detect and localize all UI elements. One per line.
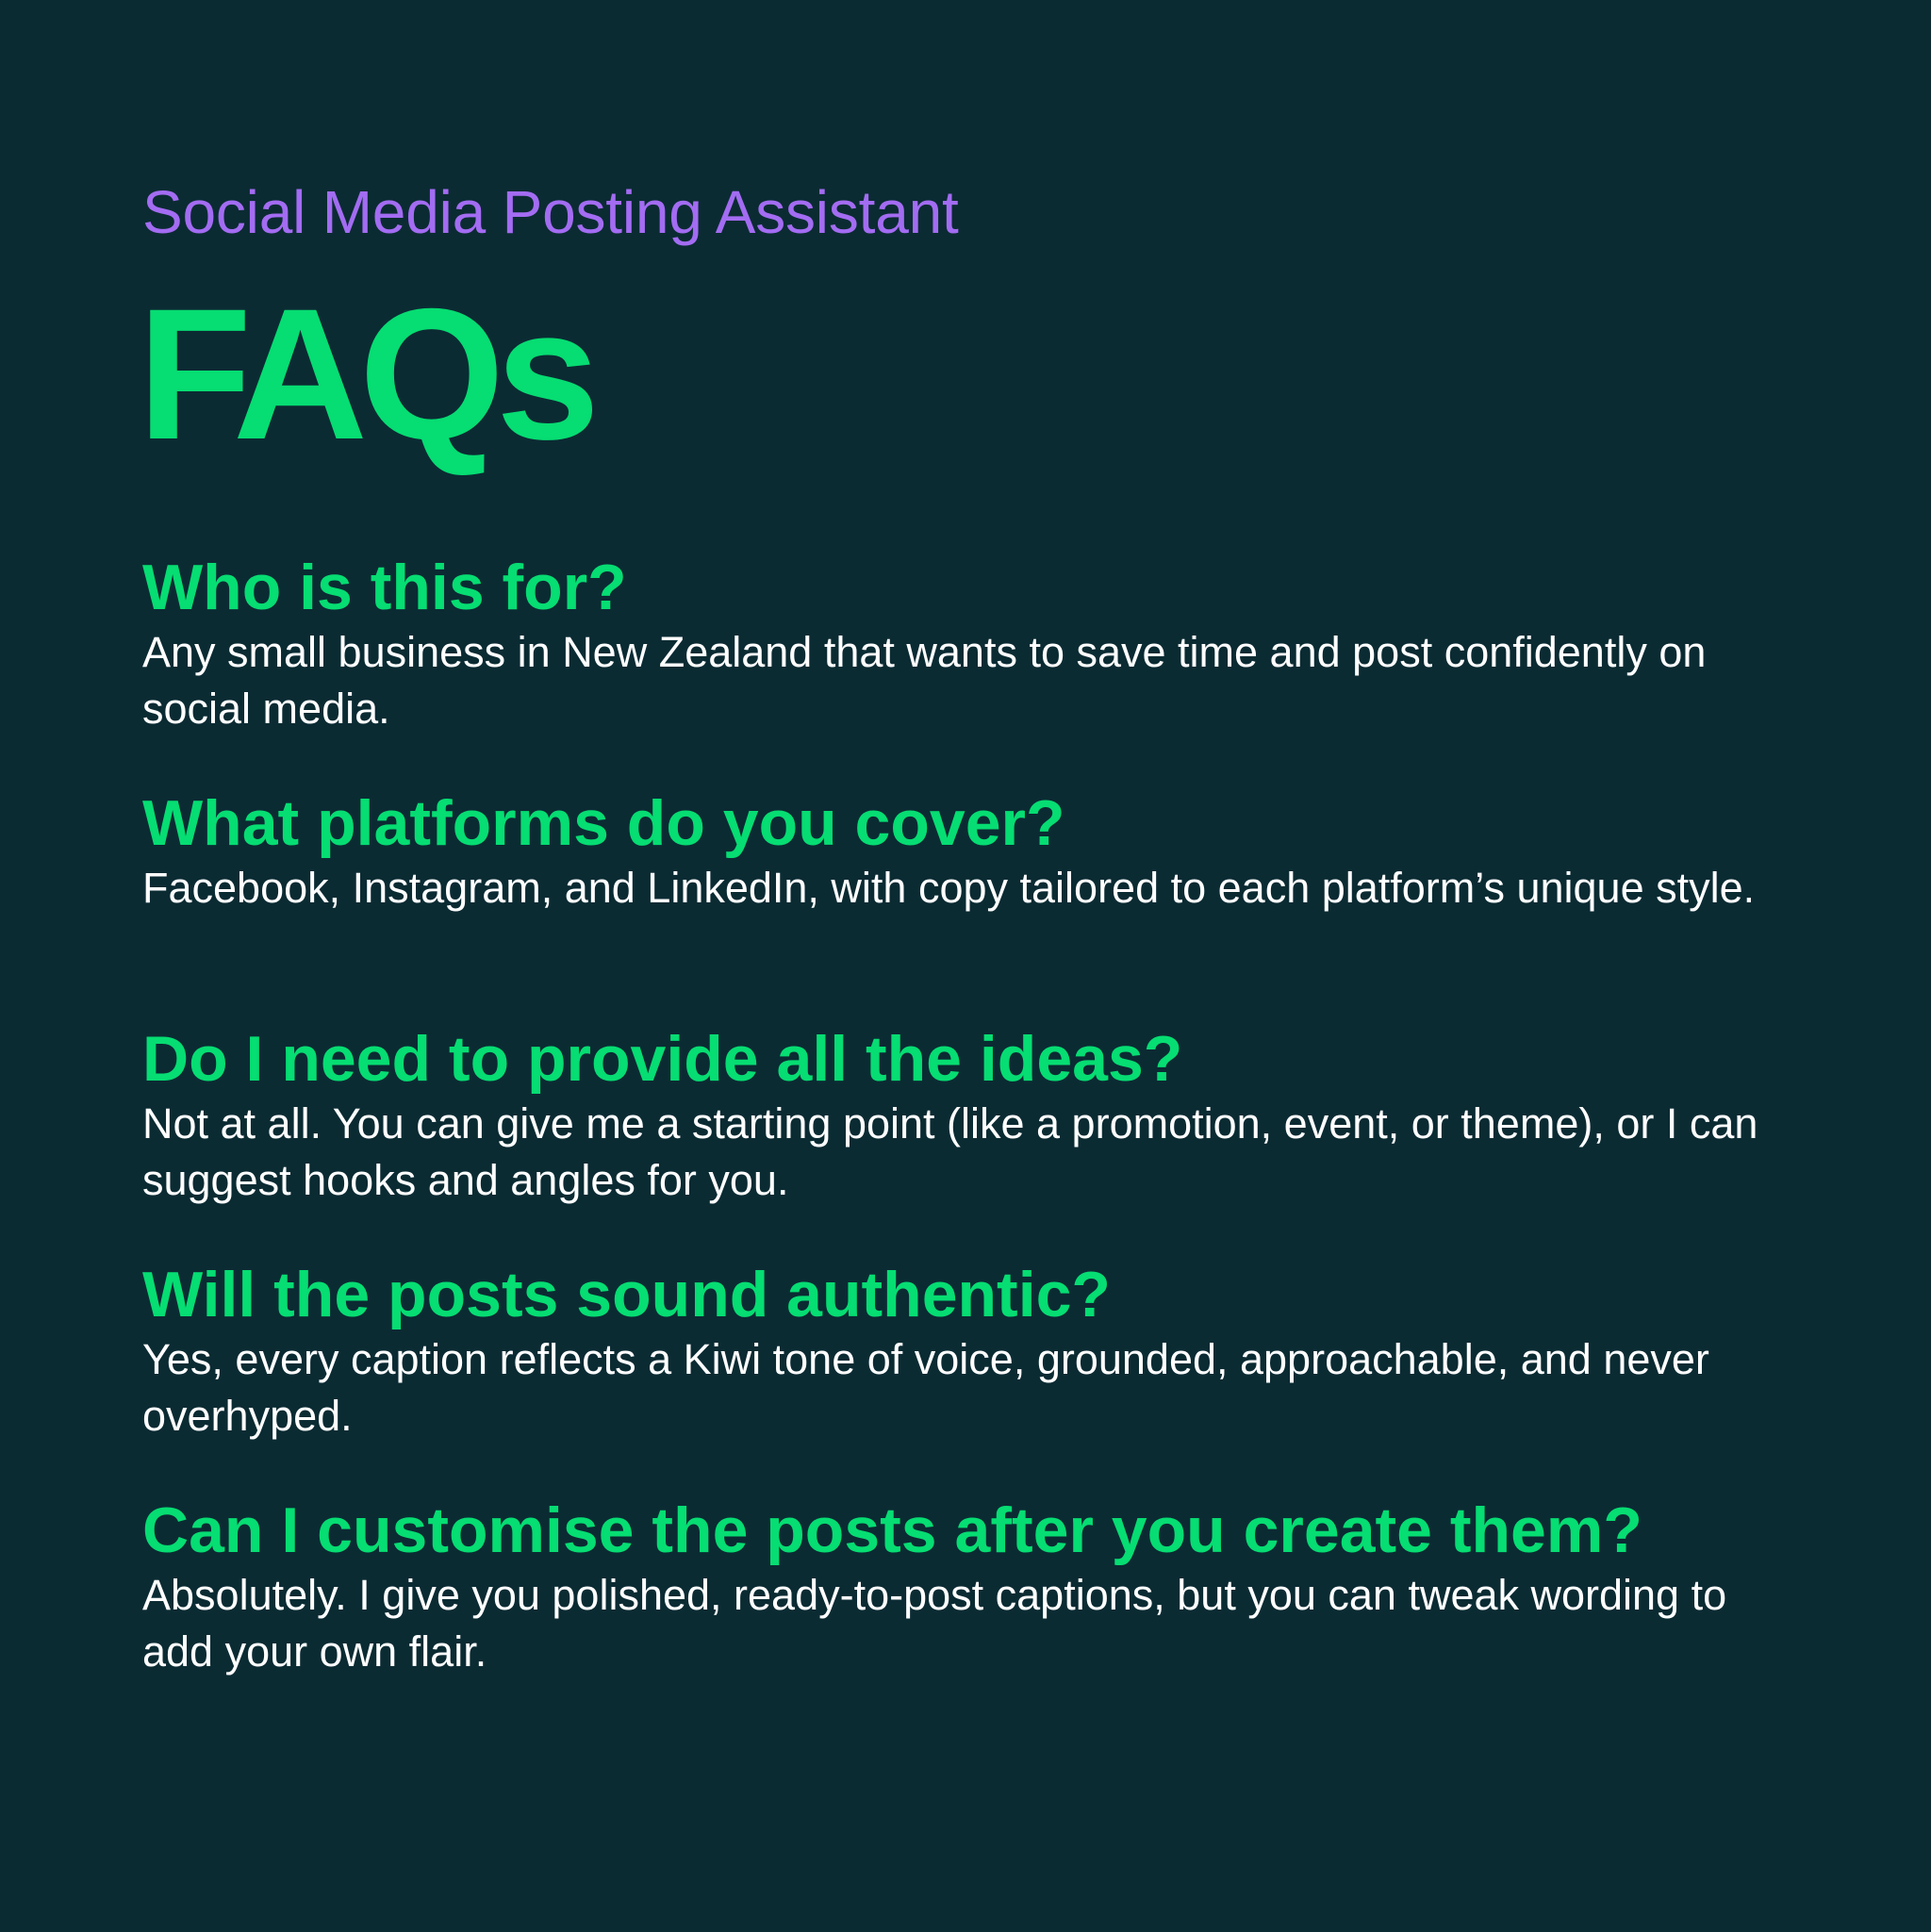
faq-question: Can I customise the posts after you create them?: [142, 1494, 1642, 1566]
faq-item: [142, 1258, 1840, 1494]
faq-answer: Yes, every caption reflects a Kiwi tone of voice, grounded, approachable, and never overhyped.: [142, 1335, 1709, 1440]
faq-item: [142, 1022, 1840, 1258]
faq-answer: Not at all. You can give me a starting point (like a promotion, event, or theme), or I can suggest hooks and angles for you.: [142, 1099, 1758, 1204]
faq-item: [142, 1494, 1840, 1729]
page-title: FAQs: [138, 270, 592, 478]
faq-question: What platforms do you cover?: [142, 787, 1065, 859]
faq-question: Do I need to provide all the ideas?: [142, 1023, 1183, 1095]
faq-list: [142, 551, 1840, 1729]
faq-item: [142, 786, 1840, 1022]
faq-question: Who is this for?: [142, 552, 627, 623]
page-subtitle: Social Media Posting Assistant: [142, 178, 959, 246]
faq-question: Will the posts sound authentic?: [142, 1259, 1111, 1330]
faq-answer: Facebook, Instagram, and LinkedIn, with copy tailored to each platform’s unique style.: [142, 864, 1756, 912]
faq-answer: Any small business in New Zealand that wants to save time and post confidently on social media.: [142, 628, 1707, 733]
faq-answer: Absolutely. I give you polished, ready-to-post captions, but you can tweak wording to add your own flair.: [142, 1571, 1727, 1676]
faq-item: [142, 551, 1840, 786]
